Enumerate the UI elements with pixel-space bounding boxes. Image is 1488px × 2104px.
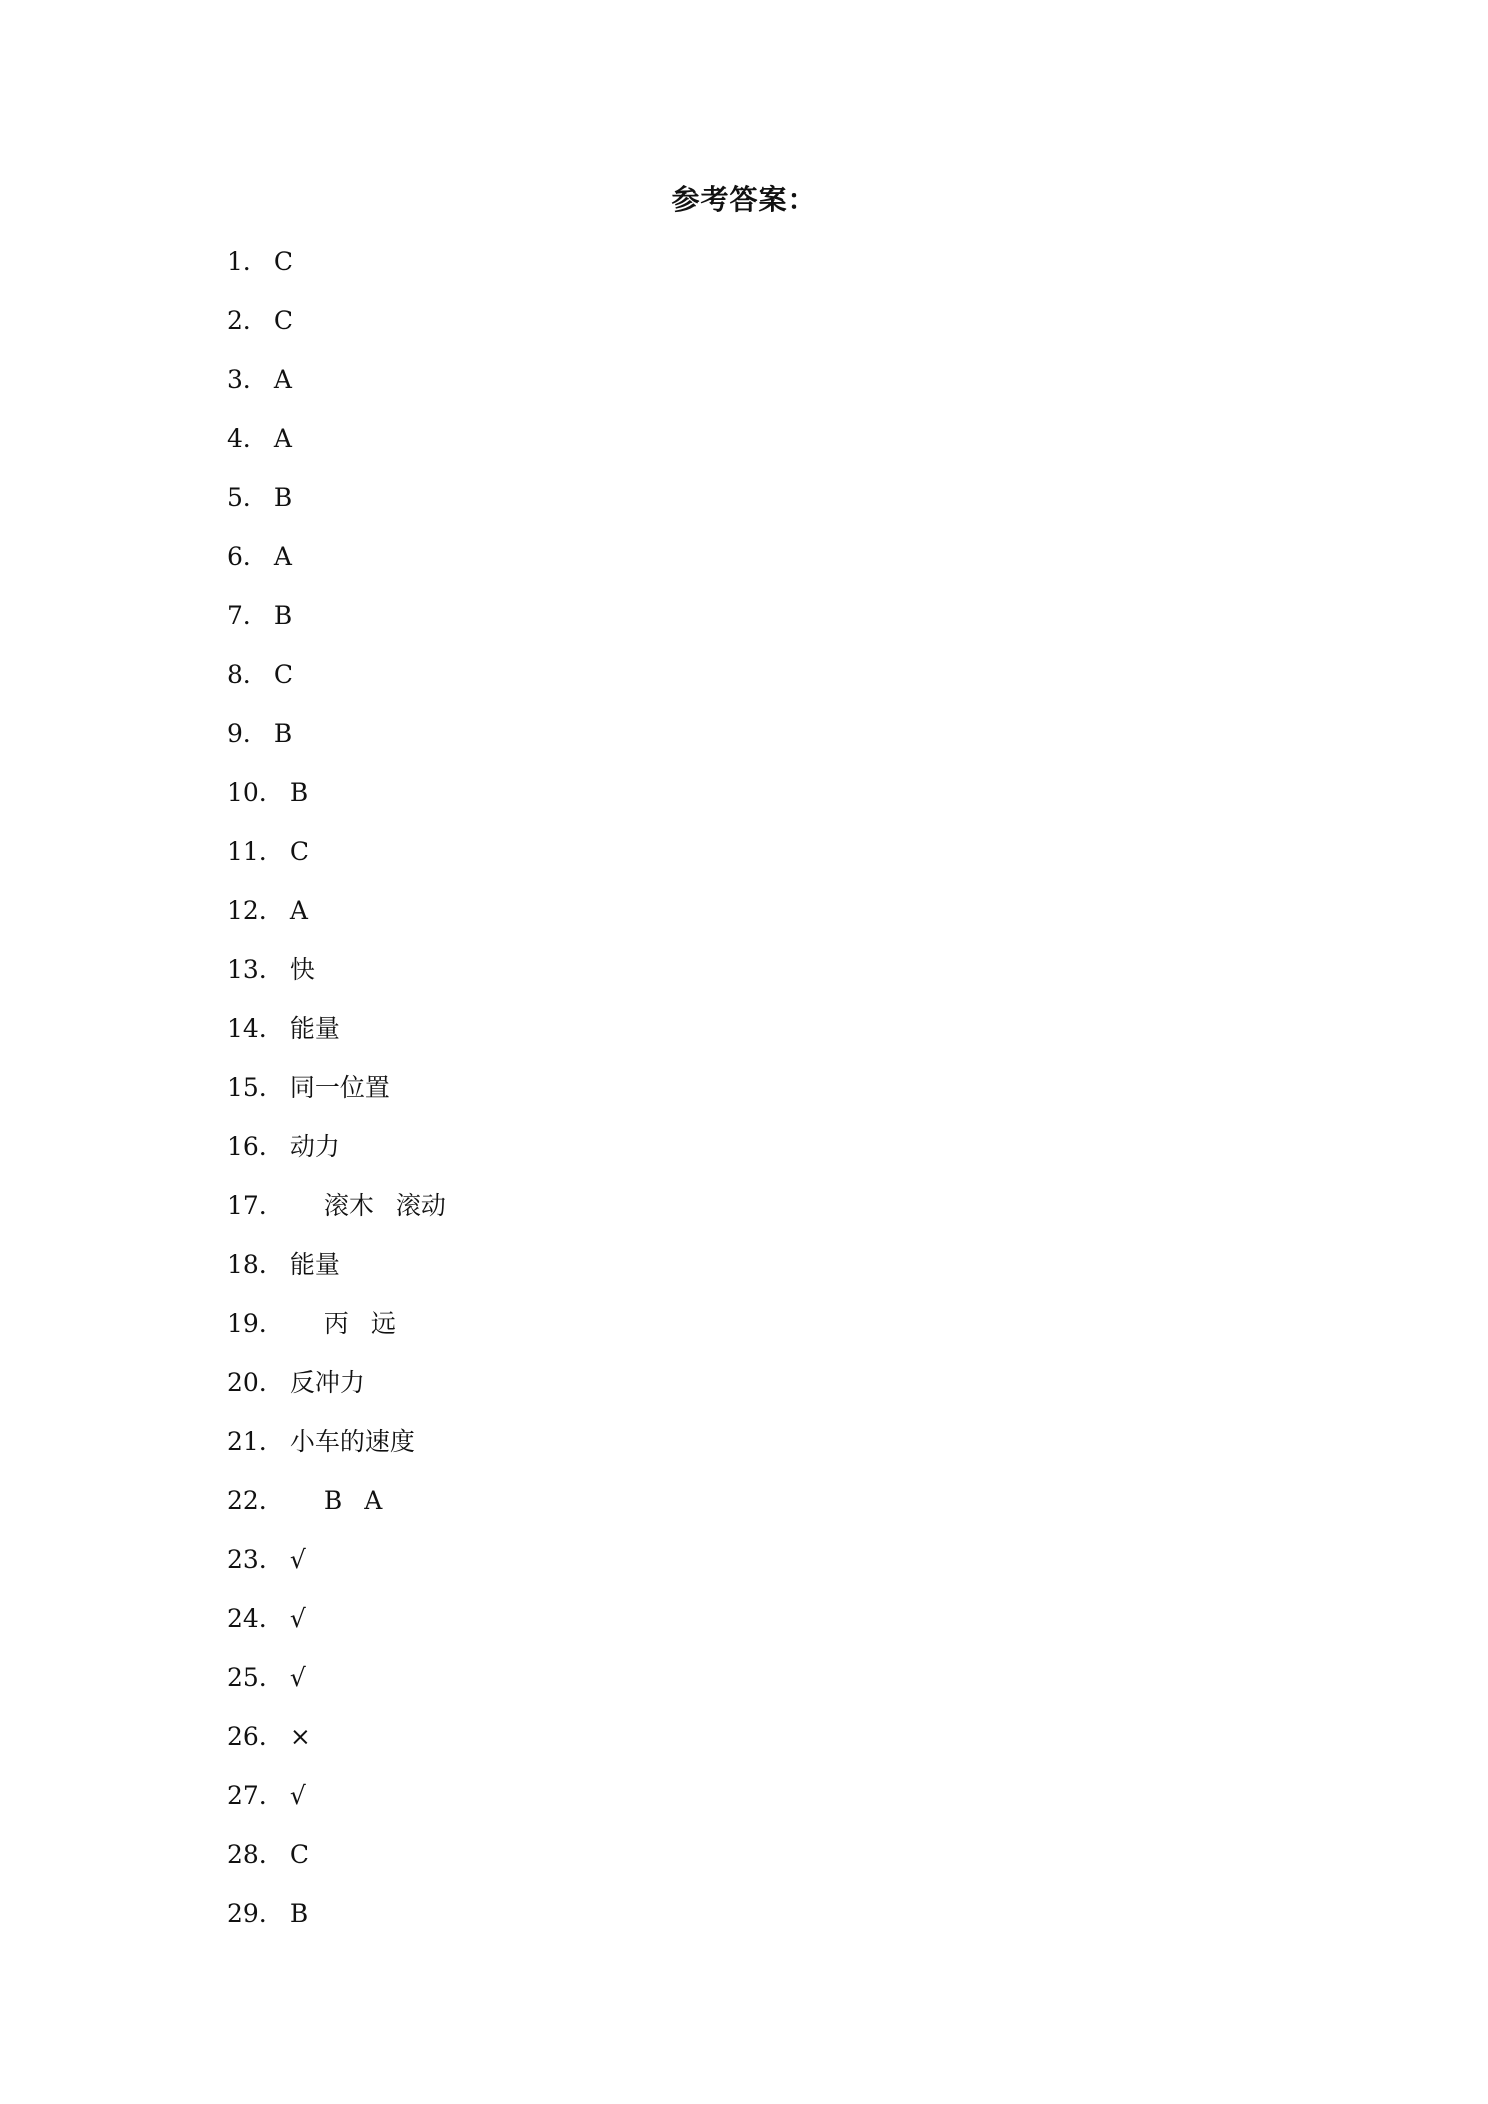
answer-value: B — [323, 1485, 343, 1515]
answer-separator: ． — [258, 1603, 284, 1633]
answer-number: 29 — [227, 1898, 259, 1928]
answer-number: 20 — [227, 1367, 259, 1397]
answer-value: 反冲力 — [289, 1367, 365, 1397]
answer-separator: ． — [242, 246, 268, 276]
answer-value-group — [302, 1188, 446, 1224]
answer-item — [227, 586, 1327, 645]
answer-item — [227, 763, 1327, 822]
answer-number: 19 — [227, 1308, 259, 1338]
answer-separator: ． — [258, 1780, 284, 1810]
answer-number: 28 — [227, 1839, 259, 1869]
answer-value: B — [289, 1898, 309, 1928]
answer-number: 21 — [227, 1426, 259, 1456]
answer-number: 6 — [227, 541, 243, 571]
answer-separator: ． — [242, 541, 268, 571]
answer-separator: ． — [258, 1072, 284, 1102]
answer-value: 远 — [370, 1308, 396, 1338]
answer-separator: ． — [258, 1662, 284, 1692]
answer-value: 快 — [289, 954, 315, 984]
answer-number: 10 — [227, 777, 259, 807]
answer-value: B — [273, 718, 293, 748]
answer-value: √ — [289, 1780, 306, 1810]
answer-separator: ． — [258, 1898, 284, 1928]
answer-separator: ． — [242, 482, 268, 512]
answer-number: 3 — [227, 364, 243, 394]
answer-value: √ — [289, 1662, 306, 1692]
answer-value: A — [273, 364, 292, 394]
answer-value: C — [289, 1839, 309, 1869]
answer-value: 同一位置 — [289, 1072, 390, 1102]
answer-item — [227, 1117, 1327, 1176]
answer-value: B — [273, 482, 293, 512]
answer-value-group — [302, 1306, 396, 1342]
answer-item — [227, 291, 1327, 350]
answer-item — [227, 881, 1327, 940]
answer-value: A — [364, 1485, 383, 1515]
answer-value: B — [289, 777, 309, 807]
answer-item — [227, 1884, 1327, 1943]
answer-value: 滚木 — [323, 1190, 374, 1220]
answer-value: A — [273, 541, 292, 571]
answer-separator: ． — [258, 1308, 284, 1338]
answer-number: 1 — [227, 246, 243, 276]
answer-item — [227, 1412, 1327, 1471]
answer-item — [227, 1235, 1327, 1294]
answer-number: 25 — [227, 1662, 259, 1692]
answer-value: C — [289, 836, 309, 866]
answer-item — [227, 940, 1327, 999]
answer-item — [227, 1530, 1327, 1589]
answer-item — [227, 232, 1327, 291]
answer-separator: ． — [258, 895, 284, 925]
answer-item — [227, 1766, 1327, 1825]
answer-value: 丙 — [323, 1308, 349, 1338]
answer-item — [227, 527, 1327, 586]
answer-item — [227, 468, 1327, 527]
answer-separator: ． — [258, 1013, 284, 1043]
answer-number: 7 — [227, 600, 243, 630]
answer-item — [227, 1471, 1327, 1530]
answer-separator: ． — [258, 1426, 284, 1456]
answer-separator: ． — [258, 1544, 284, 1574]
answer-value: 动力 — [289, 1131, 340, 1161]
answer-number: 12 — [227, 895, 259, 925]
answer-value: C — [273, 305, 294, 335]
answer-separator: ． — [242, 305, 268, 335]
answer-item — [227, 1353, 1327, 1412]
answer-number: 2 — [227, 305, 243, 335]
answer-number: 18 — [227, 1249, 259, 1279]
answer-number: 17 — [227, 1190, 259, 1220]
answer-number: 8 — [227, 659, 243, 689]
answer-separator: ． — [258, 1839, 284, 1869]
answer-value-group — [302, 1483, 382, 1519]
answer-item — [227, 645, 1327, 704]
answer-separator: ． — [258, 954, 284, 984]
page-title: 参考答案： — [671, 183, 817, 216]
answer-separator: ． — [258, 1190, 284, 1220]
answer-number: 14 — [227, 1013, 259, 1043]
answer-item — [227, 1707, 1327, 1766]
answer-value: C — [273, 246, 294, 276]
answer-number: 15 — [227, 1072, 259, 1102]
answer-separator: ． — [242, 718, 268, 748]
answer-value: A — [289, 895, 308, 925]
answer-value: C — [273, 659, 294, 689]
answer-separator: ． — [242, 600, 268, 630]
answer-item — [227, 1589, 1327, 1648]
answer-item — [227, 1058, 1327, 1117]
answer-number: 27 — [227, 1780, 259, 1810]
answer-number: 4 — [227, 423, 243, 453]
answer-number: 13 — [227, 954, 259, 984]
answer-number: 24 — [227, 1603, 259, 1633]
answer-item — [227, 822, 1327, 881]
answer-item — [227, 1294, 1327, 1353]
answer-number: 5 — [227, 482, 243, 512]
answer-separator: ． — [258, 1367, 284, 1397]
answer-number: 26 — [227, 1721, 259, 1751]
answer-item — [227, 999, 1327, 1058]
answer-number: 9 — [227, 718, 243, 748]
answer-value: 能量 — [289, 1013, 340, 1043]
answer-value: 滚动 — [395, 1190, 446, 1220]
answer-number: 22 — [227, 1485, 259, 1515]
answer-separator: ． — [258, 1249, 284, 1279]
answer-item — [227, 1825, 1327, 1884]
answer-separator: ． — [258, 1131, 284, 1161]
answer-value: × — [289, 1721, 311, 1751]
answer-number: 11 — [227, 836, 259, 866]
answer-item — [227, 409, 1327, 468]
answer-item — [227, 1648, 1327, 1707]
answer-number: 23 — [227, 1544, 259, 1574]
answer-separator: ． — [242, 364, 268, 394]
answer-value: A — [273, 423, 292, 453]
answer-number: 16 — [227, 1131, 259, 1161]
answer-item — [227, 350, 1327, 409]
answer-separator: ． — [258, 1721, 284, 1751]
answer-value: 小车的速度 — [289, 1426, 415, 1456]
answer-separator: ． — [258, 836, 284, 866]
answer-separator: ． — [242, 659, 268, 689]
answer-list — [227, 232, 1327, 1943]
answer-value: 能量 — [289, 1249, 340, 1279]
answer-value: √ — [289, 1544, 306, 1574]
answer-separator: ． — [242, 423, 268, 453]
answer-separator: ． — [258, 777, 284, 807]
answer-value: B — [273, 600, 293, 630]
answer-item — [227, 1176, 1327, 1235]
answer-item — [227, 704, 1327, 763]
answer-value: √ — [289, 1603, 306, 1633]
answer-separator: ． — [258, 1485, 284, 1515]
